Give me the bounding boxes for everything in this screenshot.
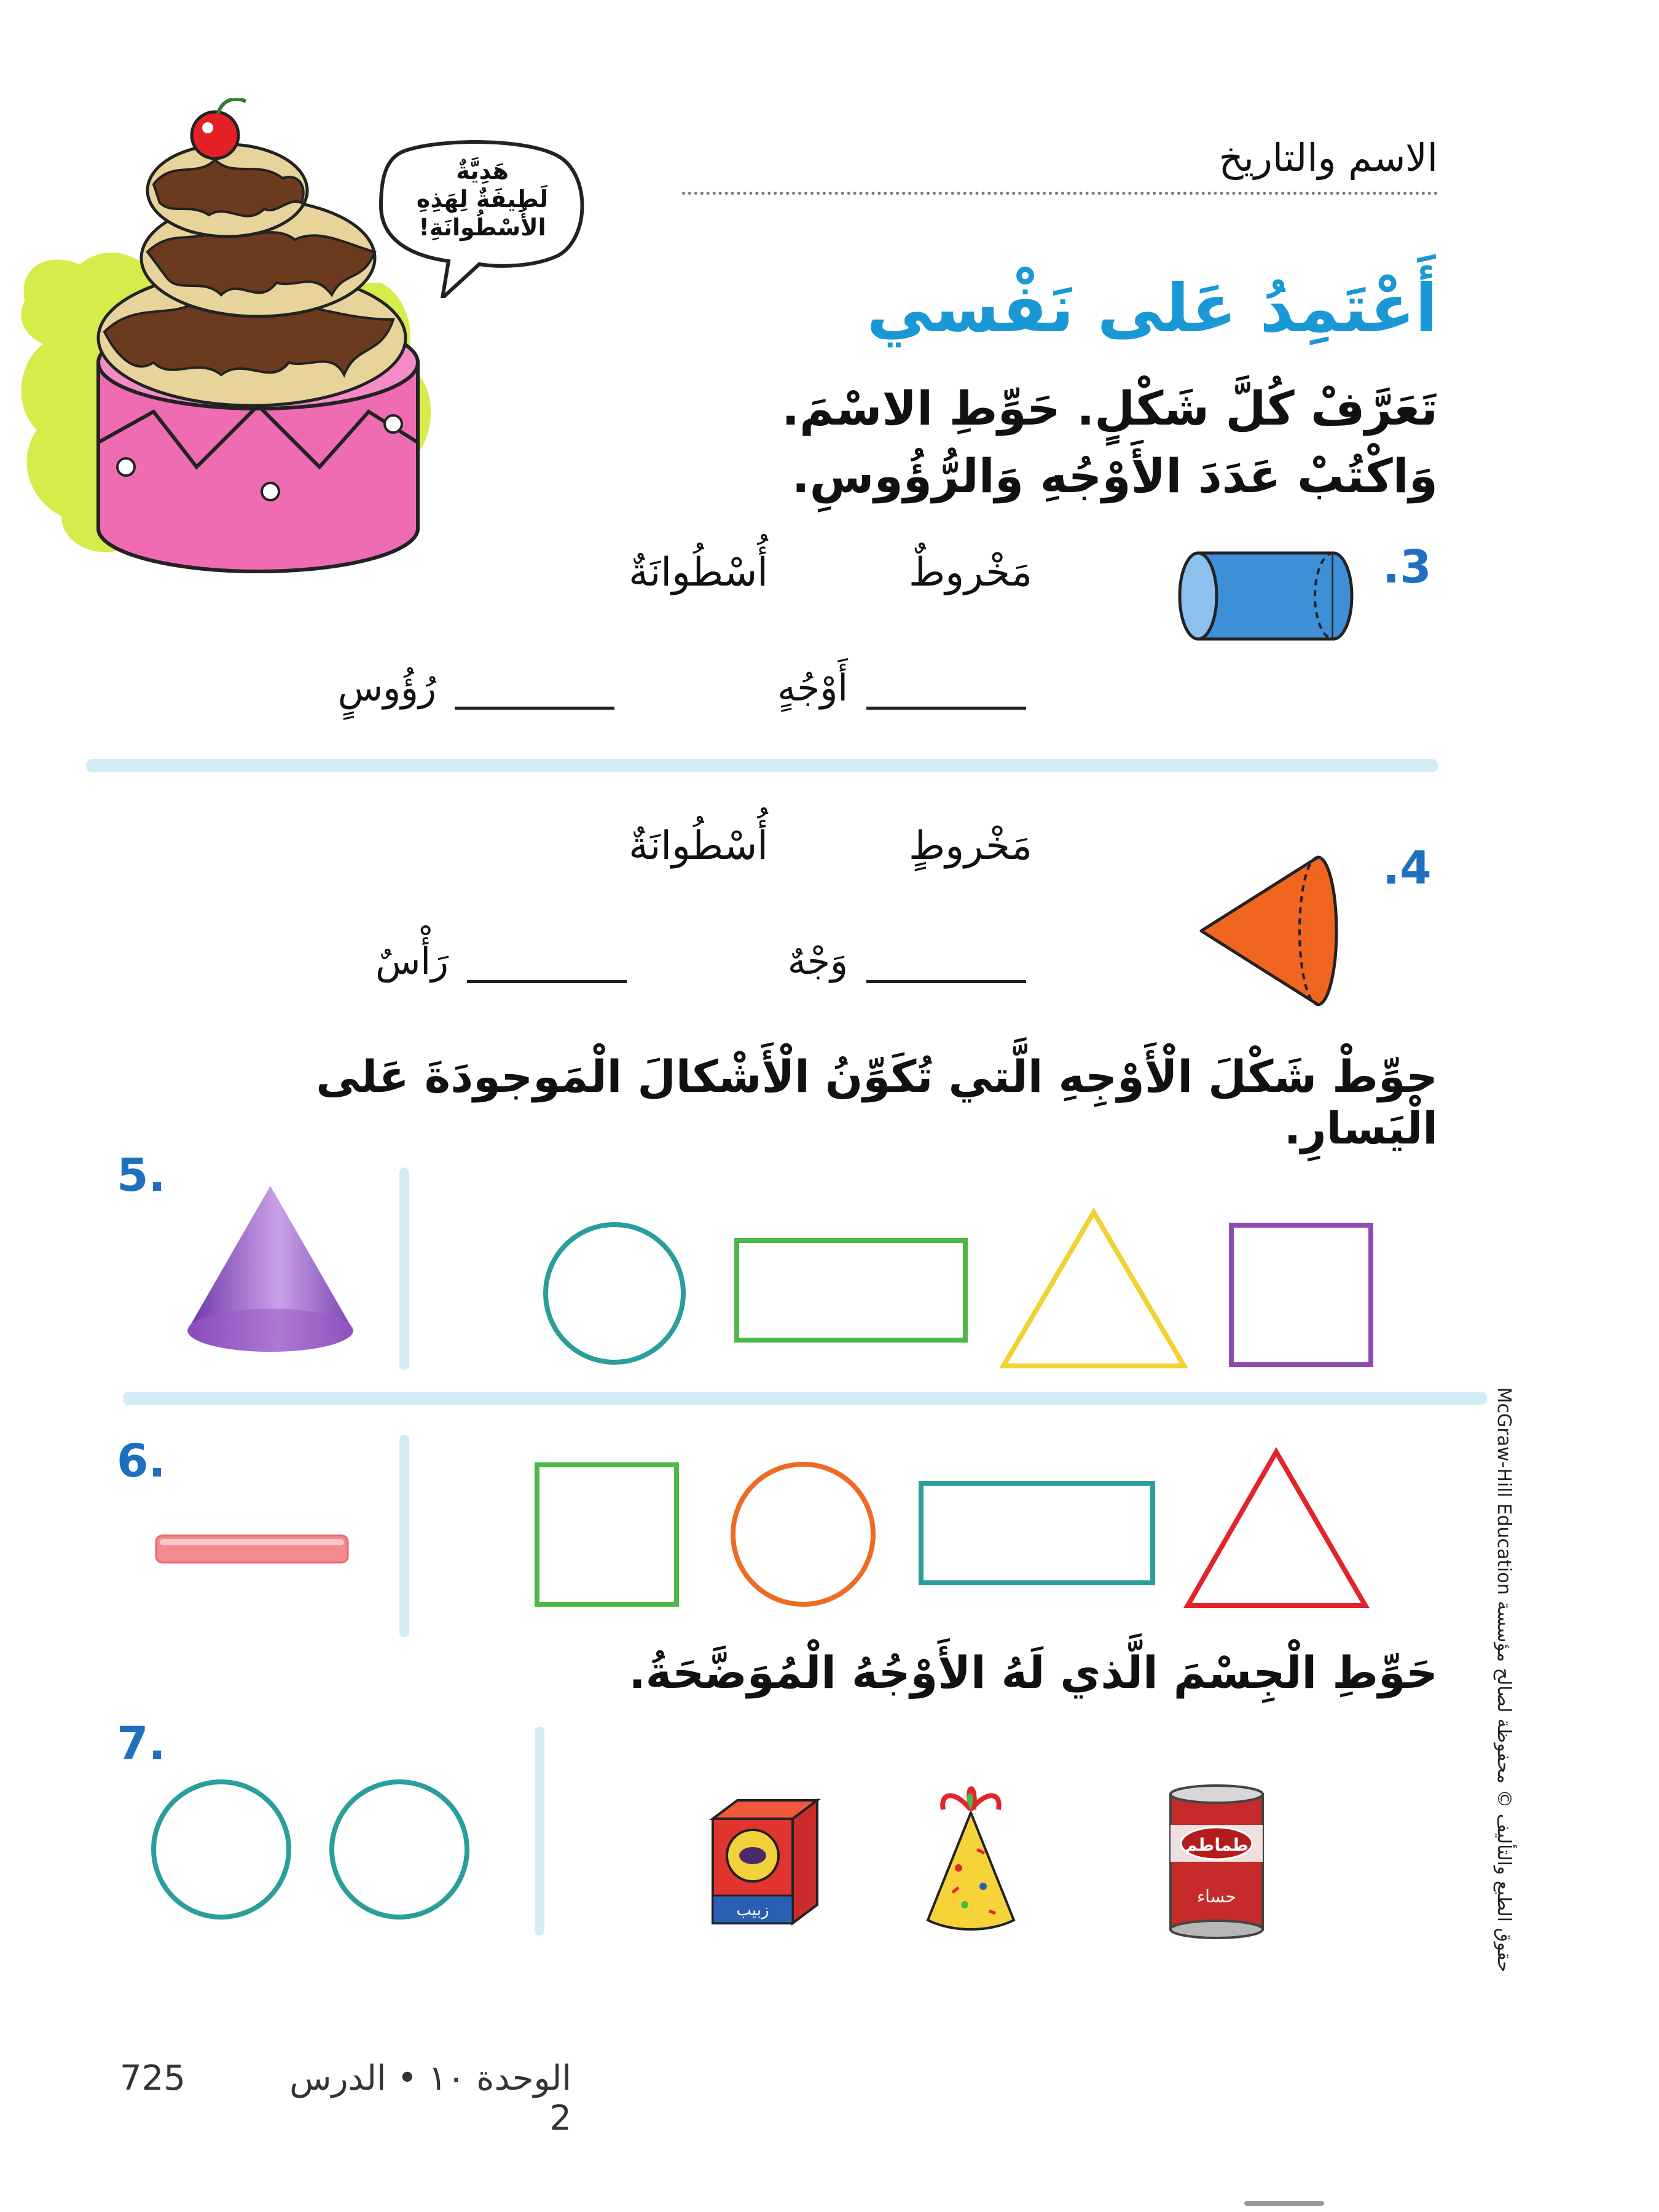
bubble-line-2: لَطِيفَةٌ لِهَذِهِ [416, 186, 549, 213]
q4-faces-blank[interactable] [866, 980, 1026, 983]
pink-bar-shape [154, 1533, 350, 1567]
copyright-notice: حقوق الطبع والتأليف © محفوظة لصالح مؤسسة McGraw-Hill Education [1493, 1387, 1515, 1972]
raisin-box-label: زبيب [736, 1901, 769, 1920]
q5-circle-option[interactable] [541, 1220, 688, 1367]
q6-circle-option[interactable] [728, 1459, 879, 1610]
page-title: أَعْتَمِدُ عَلى نَفْسي [866, 270, 1438, 347]
q5-divider [399, 1167, 409, 1370]
q6-square-option[interactable] [535, 1462, 679, 1607]
q4-option-cone[interactable]: مَخْروطٍ [909, 823, 1032, 869]
q6-divider [399, 1435, 409, 1637]
q7-face-circle-1 [147, 1776, 295, 1923]
party-hat-option[interactable] [916, 1776, 1026, 1936]
cone-orange-shape [1195, 851, 1367, 1011]
q3-option-cone[interactable]: مَخْروطٌ [909, 550, 1032, 595]
home-indicator[interactable] [1244, 2201, 1324, 2206]
raisin-box-option[interactable] [700, 1794, 823, 1936]
soup-can-label-top: طماطم [1185, 1835, 1249, 1855]
instruction-line-1: تَعَرَّفْ كُلَّ شَكْلٍ. حَوِّطِ الاسْمَ. [782, 381, 1438, 436]
q4-faces-label: وَجْهٌ [787, 940, 848, 983]
q4-option-cylinder[interactable]: أُسْطُوانَةٌ [629, 823, 768, 869]
q5-square-option[interactable] [1229, 1223, 1373, 1367]
q6-triangle-option[interactable] [1183, 1447, 1370, 1610]
cone-purple-shape [181, 1180, 359, 1358]
q6-number: 6. [117, 1435, 166, 1488]
bubble-line-1: هَدِيَّةٌ [456, 157, 509, 184]
speech-bubble [369, 138, 590, 298]
q3-faces-label: أَوْجُهٍ [777, 667, 848, 710]
q5-rectangle-option[interactable] [734, 1238, 968, 1343]
soup-can-option[interactable] [1164, 1782, 1269, 1942]
cylinder-shape [1174, 544, 1358, 648]
q3-faces-blank[interactable] [866, 707, 1026, 710]
q6-rectangle-option[interactable] [919, 1481, 1155, 1585]
soup-can-label-bottom: حساء [1197, 1886, 1236, 1907]
q7-face-circle-2 [326, 1776, 473, 1923]
name-date-label: الاسم والتاريخ [1218, 135, 1438, 180]
separator-line [123, 1392, 1487, 1405]
separator-line [86, 759, 1438, 772]
q4-vertices-blank[interactable] [467, 980, 627, 983]
q5-triangle-option[interactable] [998, 1207, 1189, 1370]
section3-instruction: حَوِّطِ الْجِسْمَ الَّذي لَهُ الأَوْجُهُ الْمُوَضَّحَةُ. [629, 1647, 1438, 1698]
q3-option-cylinder[interactable]: أُسْطُوانَةٌ [629, 550, 768, 595]
q3-vertices-label: رُؤُوسٍ [337, 667, 436, 710]
bubble-line-3: الأُسْطُوانَةِ! [418, 214, 546, 241]
q3-number: .3 [1382, 541, 1432, 594]
q3-vertices-blank[interactable] [455, 707, 614, 710]
name-date-field[interactable] [682, 192, 1438, 195]
page-number: 725 [120, 2058, 186, 2098]
q4-number: .4 [1382, 842, 1432, 895]
q4-vertices-label: رَأْسٌ [375, 940, 449, 983]
q5-number: 5. [117, 1149, 166, 1202]
q7-number: 7. [117, 1717, 166, 1770]
unit-lesson-label: الوحدة ١٠ • الدرس 2 [289, 2058, 571, 2138]
instruction-line-2: وَاكْتُبْ عَدَدَ الأَوْجُهِ وَالرُّؤُوسِ. [791, 449, 1438, 503]
section2-instruction: حوِّطْ شَكْلَ الْأَوْجِهِ الَّتي تُكَوِّنُ الْأَشْكالَ الْمَوجودَةَ عَلى الْيَسارِ. [316, 1051, 1438, 1154]
q7-divider [535, 1727, 544, 1936]
